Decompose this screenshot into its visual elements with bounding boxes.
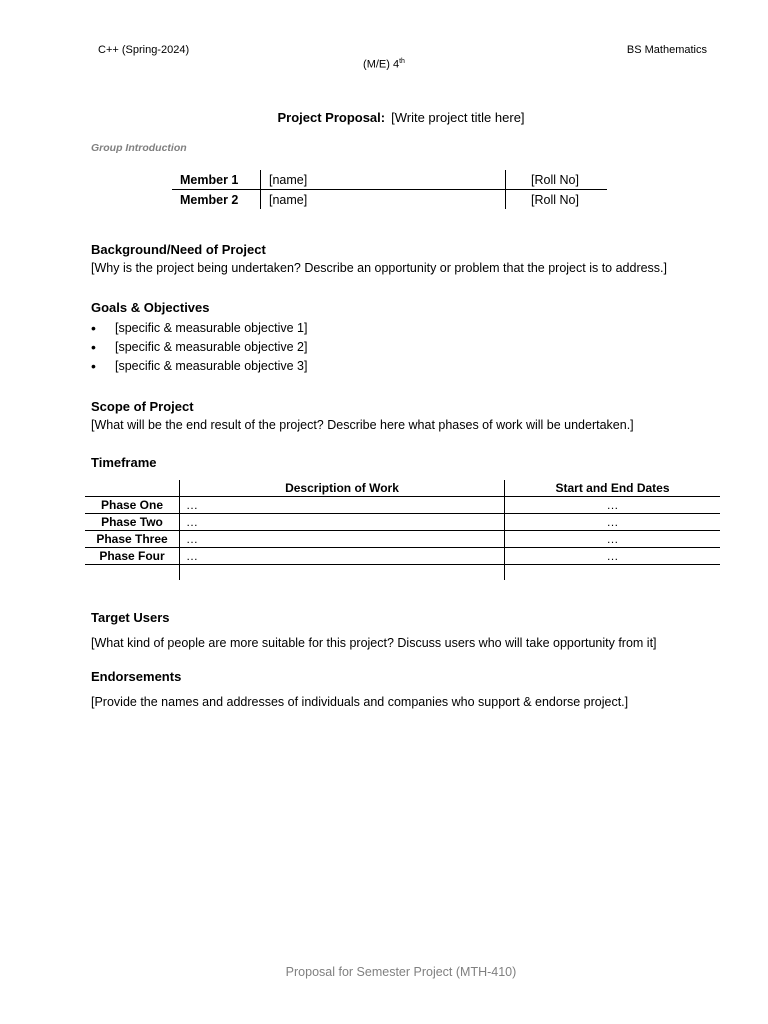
member-label: Member 2 [180,192,239,207]
page-footer: Proposal for Semester Project (MTH-410) [285,965,517,979]
background-heading: Background/Need of Project [91,242,266,257]
header-course: C++ (Spring-2024) [98,44,190,56]
member-roll: [Roll No] [531,192,579,207]
background-text: [Why is the project being undertaken? Describe an opportunity or problem that the project is to address.] [91,261,668,275]
timeframe-col-description: Description of Work [180,480,505,497]
phase-description: … [180,548,505,565]
timeframe-col-phase [85,480,180,497]
header-semester [0,58,768,71]
goal-item: • [specific & measurable objective 3] [91,357,307,376]
timeframe-table [85,480,720,580]
target-users-heading: Target Users [91,610,170,625]
phase-name: Phase One [85,497,180,514]
goal-item: • [specific & measurable objective 1] [91,319,307,338]
phase-dates: … [505,531,721,548]
phase-dates: … [505,548,721,565]
table-row [85,497,720,514]
endorsements-heading: Endorsements [91,669,182,684]
goals-list [91,319,307,376]
title-placeholder: [Write project title here] [391,110,525,125]
member-roll: [Roll No] [506,170,608,190]
phase-description: … [180,497,505,514]
semester-suffix: th [399,58,405,65]
table-row [85,548,720,565]
phase-description: … [180,514,505,531]
empty-cell [85,565,180,581]
goal-item: • [specific & measurable objective 2] [91,338,307,357]
phase-name: Phase Two [85,514,180,531]
table-row-empty [85,565,720,581]
phase-name: Phase Four [85,548,180,565]
timeframe-header-row [85,480,720,497]
member-row [172,170,607,190]
phase-name: Phase Three [85,531,180,548]
timeframe-heading: Timeframe [91,455,157,470]
title-label: Project Proposal: [277,110,386,125]
member-row [172,190,607,210]
target-users-text: [What kind of people are more suitable for this project? Discuss users who will take opportunity from it] [91,636,657,650]
group-intro-heading: Group Introduction [91,142,187,154]
member-name: [name] [261,170,506,190]
header-program: BS Mathematics [626,44,707,56]
semester-prefix: (M/E) 4 [363,58,400,71]
phase-dates: … [505,497,721,514]
timeframe-col-dates: Start and End Dates [505,480,721,497]
member-name: [name] [261,190,506,210]
member-label: Member 1 [172,170,261,190]
goals-heading: Goals & Objectives [91,300,210,315]
table-row [85,514,720,531]
scope-heading: Scope of Project [91,399,194,414]
page-title [0,110,768,125]
phase-dates: … [505,514,721,531]
phase-description: … [180,531,505,548]
empty-cell [180,565,505,581]
empty-cell [505,565,721,581]
table-row [85,531,720,548]
endorsements-text: [Provide the names and addresses of individuals and companies who support & endorse project.] [91,695,629,709]
scope-text: [What will be the end result of the project? Describe here what phases of work will be undertaken.] [91,418,634,432]
members-table [172,170,607,209]
